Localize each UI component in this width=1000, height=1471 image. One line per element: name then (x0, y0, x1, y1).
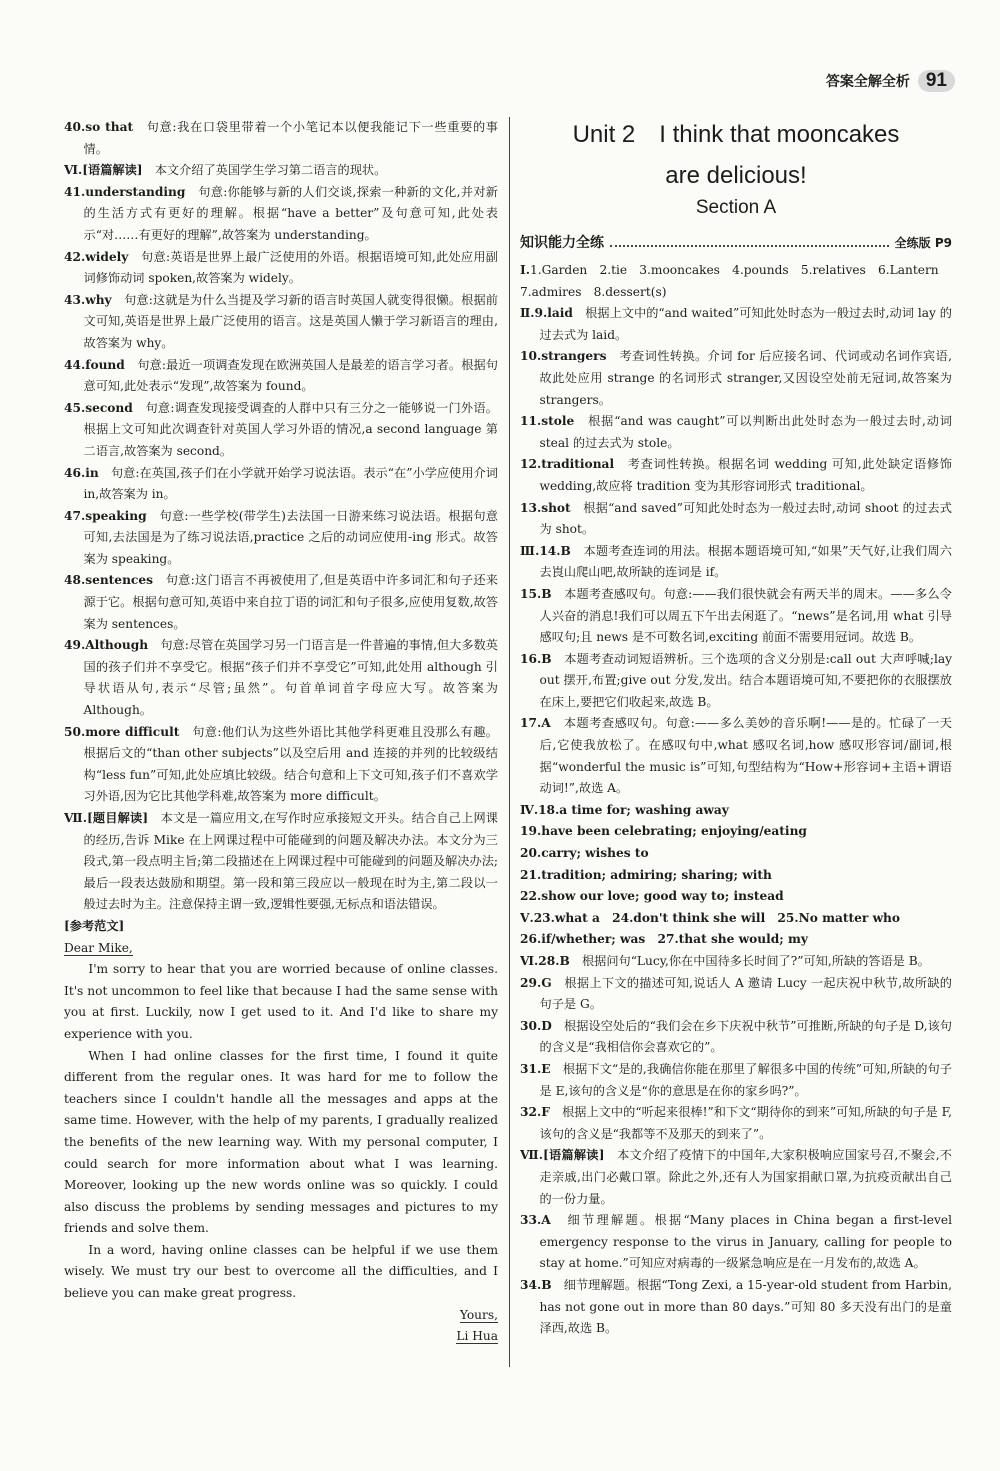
answer-item (64, 247, 498, 290)
answer-item (520, 584, 952, 649)
answer-number: Ⅵ.[语篇解读] (64, 163, 143, 178)
left-column (64, 117, 498, 1348)
right-answer-list (520, 260, 952, 1340)
letter-paragraph: In a word, having online classes can be helpful if we use them wisely. We must try our best to overcome all the difficulties, and I believe you can make great progress. (64, 1242, 498, 1301)
answer-number: Ⅶ.[语篇解读] (520, 1148, 605, 1163)
answer-item (520, 865, 952, 887)
answer-explanation: 7.admires 8.dessert(s) (520, 284, 667, 299)
answer-explanation: 句意:我在口袋里带着一个小笔记本以便我能记下一些重要的事情。 (83, 120, 498, 156)
column-divider (509, 117, 510, 1367)
answer-number: Ⅰ. (520, 263, 530, 277)
answer-number: 21.tradition; admiring; sharing; with (520, 867, 772, 882)
answer-explanation: 1.Garden 2.tie 3.mooncakes 4.pounds 5.relatives 6.Lantern (529, 263, 939, 277)
answer-number: Ⅳ.18.a time for; washing away (520, 802, 729, 817)
answer-item (520, 649, 952, 714)
answer-number: 12.traditional (520, 457, 615, 472)
answer-item (520, 1102, 952, 1145)
answer-explanation: 本题考查感叹句。句意:——多么美妙的音乐啊!——是的。忙碌了一天后,它使我放松了。在感叹句中,what 感叹名词,how 感叹形容词/副词,根据“wonderful the music is”可知,句型结构为“How+形容词+主语+谓语动词!”,故选 A。 (539, 716, 952, 796)
answer-item (520, 454, 952, 497)
answer-number: 11.stole (520, 414, 575, 429)
answer-item (520, 951, 952, 973)
answer-number: 17.A (520, 716, 551, 731)
answer-number: 33.A (520, 1213, 551, 1228)
answer-item (64, 290, 498, 355)
letter-closing: Yours, (459, 1307, 498, 1322)
answer-explanation: 考查词性转换。根据名词 wedding 可知,此处缺定语修饰 wedding,故应将 tradition 变为其形容词形式 traditional。 (539, 457, 952, 493)
answer-number: 40.so that (64, 120, 134, 134)
letter-greeting: Dear Mike, (64, 940, 133, 955)
letter-paragraph: I'm sorry to hear that you are worried because of online classes. It's not uncommon to feel like that because I had the same sense with you at first. Luckily, now I get used to it. And I'd like to share my experience with you. (64, 962, 498, 1041)
answer-number: 30.D (520, 1018, 552, 1033)
answer-explanation: 细节理解题。根据“Tong Zexi, a 15-year-old student from Harbin, has not gone out in more than 80 days.”可知 80 多天没有出门的是童泽西,故选 B。 (539, 1277, 952, 1336)
answer-item (520, 1145, 952, 1210)
answer-item (520, 800, 952, 822)
answer-item (520, 303, 952, 346)
essay-heading: [参考范文] (64, 918, 125, 933)
answer-explanation: 本题考查感叹句。句意:——我们很快就会有两天半的周末。——多么令人兴奋的消息!我们可以周五下午出去闲逛了。“news”是名词,用 what 引导感叹句;且 news 是不可数名词,exciting 前面不需要用冠词。故选 B。 (539, 586, 952, 645)
answer-explanation: 考查词性转换。介词 for 后应接名词、代词或动名词作宾语,故此处应用 strange 的名词形式 stranger,又因设空处前无冠词,故答案为 strangers。 (539, 349, 952, 407)
section-bar-dots (610, 237, 889, 247)
answer-number: 22.show our love; good way to; instead (520, 889, 784, 904)
answer-number: 13.shot (520, 500, 571, 515)
page-header (826, 70, 955, 92)
answer-item (520, 843, 952, 865)
letter-paragraph: When I had online classes for the first time, I found it quite different from the regular ones. It was hard for me to follow the teachers since I couldn't handle all the messages and apps at the same time. However, with the help of my parents, I gradually realized the benefits of the new learning way. With my personal computer, I could search for more information about what I was learning. Moreover, looking up the new words online was so quickly. I could also discuss the problems by sending messages and pictures to my friends and solve them. (64, 1048, 498, 1236)
answer-number: 31.E (520, 1061, 551, 1076)
answer-explanation: 根据下文“是的,我确信你能在那里了解很多中国的传统”可知,所缺的句子是 E,该句的含义是“你的意思是在你的家乡吗?”。 (539, 1061, 952, 1098)
answer-explanation: 根据上下文的描述可知,说话人 A 邀请 Lucy 一起庆祝中秋节,故所缺的句子是 G。 (539, 975, 952, 1012)
section-title: Section A (695, 197, 777, 218)
answer-number: 15.B (520, 586, 552, 601)
unit-title-line2: are delicious! (665, 162, 807, 189)
answer-explanation: 句意:尽管在英国学习另一门语言是一件普遍的事情,但大多数英国的孩子们并不享受它。根据“孩子们并不享受它”可知,此处用 although 引导状语从句,表示“尽管;虽然”。句首单词首字母应大写。故答案为 Although。 (83, 638, 498, 718)
answer-explanation: 根据“and saved”可知此处时态为一般过去时,动词 shoot 的过去式为 shot。 (539, 500, 952, 537)
left-answer-list (64, 117, 498, 916)
section-bar-title: 知识能力全练 (520, 235, 604, 251)
answer-explanation: 句意:英语是世界上最广泛使用的外语。根据语境可知,此处应用副词修饰动词 spoken,故答案为 widely。 (83, 249, 498, 286)
answer-item (64, 463, 498, 506)
unit-title-block (520, 114, 952, 220)
answer-explanation: 句意:调查发现接受调查的人群中只有三分之一能够说一门外语。根据上文可知此次调查针对英国人学习外语的情况,a second language 第二语言,故答案为 second。 (83, 400, 498, 458)
answer-item (64, 398, 498, 463)
answer-item (520, 1016, 952, 1059)
answer-number: 10.strangers (520, 349, 607, 364)
answer-explanation: 句意:在英国,孩子们在小学就开始学习说法语。表示“在”小学应使用介词 in,故答案为 in。 (83, 465, 498, 502)
answer-explanation: 根据问句“Lucy,你在中国待多长时间了?”可知,所缺的答语是 B。 (569, 954, 930, 968)
answer-item (64, 355, 498, 398)
section-bar (520, 232, 952, 252)
answer-item (64, 160, 498, 182)
answer-explanation: 本题考查动词短语辨析。三个选项的含义分别是:call out 大声呼喊;lay out 摆开,布置;give out 分发,发出。结合本题语境可知,不要把你的衣服摆放在床上,要把它们收起来,故选 B。 (539, 651, 952, 709)
answer-number: 34.B (520, 1277, 552, 1292)
answer-number: 48.sentences (64, 573, 153, 588)
answer-explanation: 细节理解题。根据“Many places in China began a first-level emergency response to the virus in January, calling for people to stay at home.”可知应对病毒的一级紧急响应是在一月发布的,故选 A。 (539, 1213, 952, 1271)
answer-number: 20.carry; wishes to (520, 846, 649, 861)
answer-explanation: 根据“and was caught”可以判断出此处时态为一般过去时,动词 steal 的过去式为 stole。 (539, 414, 952, 450)
answer-explanation: 根据设空处后的“我们会在乡下庆祝中秋节”可推断,所缺的句子是 D,该句的含义是“我相信你会喜欢它的”。 (539, 1018, 952, 1055)
answer-number: 49.Although (64, 638, 149, 653)
answer-explanation: 句意:这门语言不再被使用了,但是英语中许多词汇和句子还来源于它。根据句意可知,英语中来自拉丁语的词汇和句子很多,应使用复数,故答案为 sentences。 (83, 573, 498, 631)
answer-number: Ⅵ.28.B (520, 954, 570, 968)
answer-number: 29.G (520, 975, 552, 990)
answer-explanation: 句意:你能够与新的人们交谈,探索一种新的文化,并对新的生活方式有更好的理解。根据“have a better”及句意可知,此处表示“对……有更好的理解”,故答案为 understanding。 (83, 184, 498, 242)
right-column (520, 260, 952, 1340)
answer-number: 46.in (64, 465, 99, 480)
answer-item (520, 260, 952, 282)
section-bar-reference: 全练版 P9 (894, 235, 952, 250)
answer-number: 26.if/whether; was 27.that she would; my (520, 932, 809, 947)
answer-number: 45.second (64, 400, 133, 415)
answer-number: 47.speaking (64, 508, 147, 523)
answer-item (64, 570, 498, 635)
answer-explanation: 句意:他们认为这些外语比其他学科更难且没那么有趣。根据后文的“than other subjects”以及空后用 and 连接的并列的比较级结构“less fun”可知,此处应填比较级。结合句意和上下文可知,孩子们不喜欢学习外语,因为它比其他学科难,故答案为 more difficult。 (83, 724, 498, 804)
answer-item (520, 1210, 952, 1275)
answer-item (520, 498, 952, 541)
answer-item (520, 821, 952, 843)
answer-item (64, 506, 498, 571)
answer-item (520, 929, 952, 951)
answer-item (520, 411, 952, 454)
page-number: 91 (918, 70, 955, 92)
answer-number: 50.more difficult (64, 724, 180, 739)
answer-explanation: 本文是一篇应用文,在写作时应承接短文开头。结合自己上网课的经历,告诉 Mike 在上网课过程中可能碰到的问题及解决办法。本文分为三段式,第一段点明主旨;第二段描述在上网课过程中可能碰到的问题及解决办法;最后一段表达鼓励和期望。第一段和第三段应以一般现在时为主,第二段以一般过去时为主。注意保持主谓一致,逻辑性要强,无标点和语法错误。 (83, 811, 498, 912)
answer-number: 44.found (64, 357, 125, 372)
answer-item (64, 635, 498, 721)
answer-item (64, 722, 498, 808)
answer-item (520, 541, 952, 584)
answer-item (520, 886, 952, 908)
answer-item (520, 908, 952, 930)
answer-number: 41.understanding (64, 184, 186, 199)
answer-number: Ⅶ.[题目解读] (64, 811, 149, 825)
sample-letter (64, 938, 498, 1348)
answer-item (520, 282, 952, 304)
answer-number: 43.why (64, 292, 112, 307)
answer-item (64, 808, 498, 916)
answer-number: Ⅱ.9.laid (520, 306, 573, 321)
answer-item (64, 117, 498, 160)
answer-number: 32.F (520, 1105, 550, 1120)
answer-item (520, 973, 952, 1016)
answer-explanation: 根据上文中的“听起来很棒!”和下文“期待你的到来”可知,所缺的句子是 F,该句的含义是“我都等不及那天的到来了”。 (539, 1105, 952, 1141)
answer-explanation: 本文介绍了英国学生学习第二语言的现状。 (142, 163, 387, 178)
answer-item (520, 346, 952, 411)
answer-number: 16.B (520, 651, 552, 666)
answer-explanation: 本文介绍了疫情下的中国年,大家积极响应国家号召,不聚会,不走亲戚,出门必戴口罩。除此之外,还有人为国家捐献口罩,为抗疫贡献出自己的一份力量。 (539, 1148, 952, 1206)
answer-number: Ⅲ.14.B (520, 543, 571, 558)
letter-signature: Li Hua (456, 1329, 498, 1344)
answer-item (520, 713, 952, 799)
answer-explanation: 句意:一些学校(带学生)去法国一日游来练习说法语。根据句意可知,去法国是为了练习说法语,practice 之后的动词应使用-ing 形式。故答案为 speaking。 (83, 508, 498, 566)
answer-explanation: 根据上文中的“and waited”可知此处时态为一般过去时,动词 lay 的过去式为 laid。 (539, 306, 952, 342)
unit-title-line1: Unit 2 I think that mooncakes (572, 121, 900, 148)
answer-explanation: 本题考查连词的用法。根据本题语境可知,“如果”天气好,让我们周六去崀山爬山吧,故所缺的连词是 if。 (539, 543, 952, 580)
header-title: 答案全解全析 (825, 74, 910, 90)
answer-item (520, 1059, 952, 1102)
answer-explanation: 句意:这就是为什么当提及学习新的语言时英国人就变得很懒。根据前文可知,英语是世界上最广泛使用的语言。这是英国人懒于学习新语言的理由,故答案为 why。 (83, 292, 498, 350)
answer-item (520, 1275, 952, 1340)
answer-number: 42.widely (64, 249, 129, 264)
answer-explanation: 句意:最近一项调查发现在欧洲英国人是最差的语言学习者。根据句意可知,此处表示“发现”,故答案为 found。 (83, 357, 498, 394)
answer-item (64, 182, 498, 247)
answer-number: Ⅴ.23.what a 24.don't think she will 25.No matter who (520, 910, 901, 925)
answer-number: 19.have been celebrating; enjoying/eating (520, 824, 807, 839)
